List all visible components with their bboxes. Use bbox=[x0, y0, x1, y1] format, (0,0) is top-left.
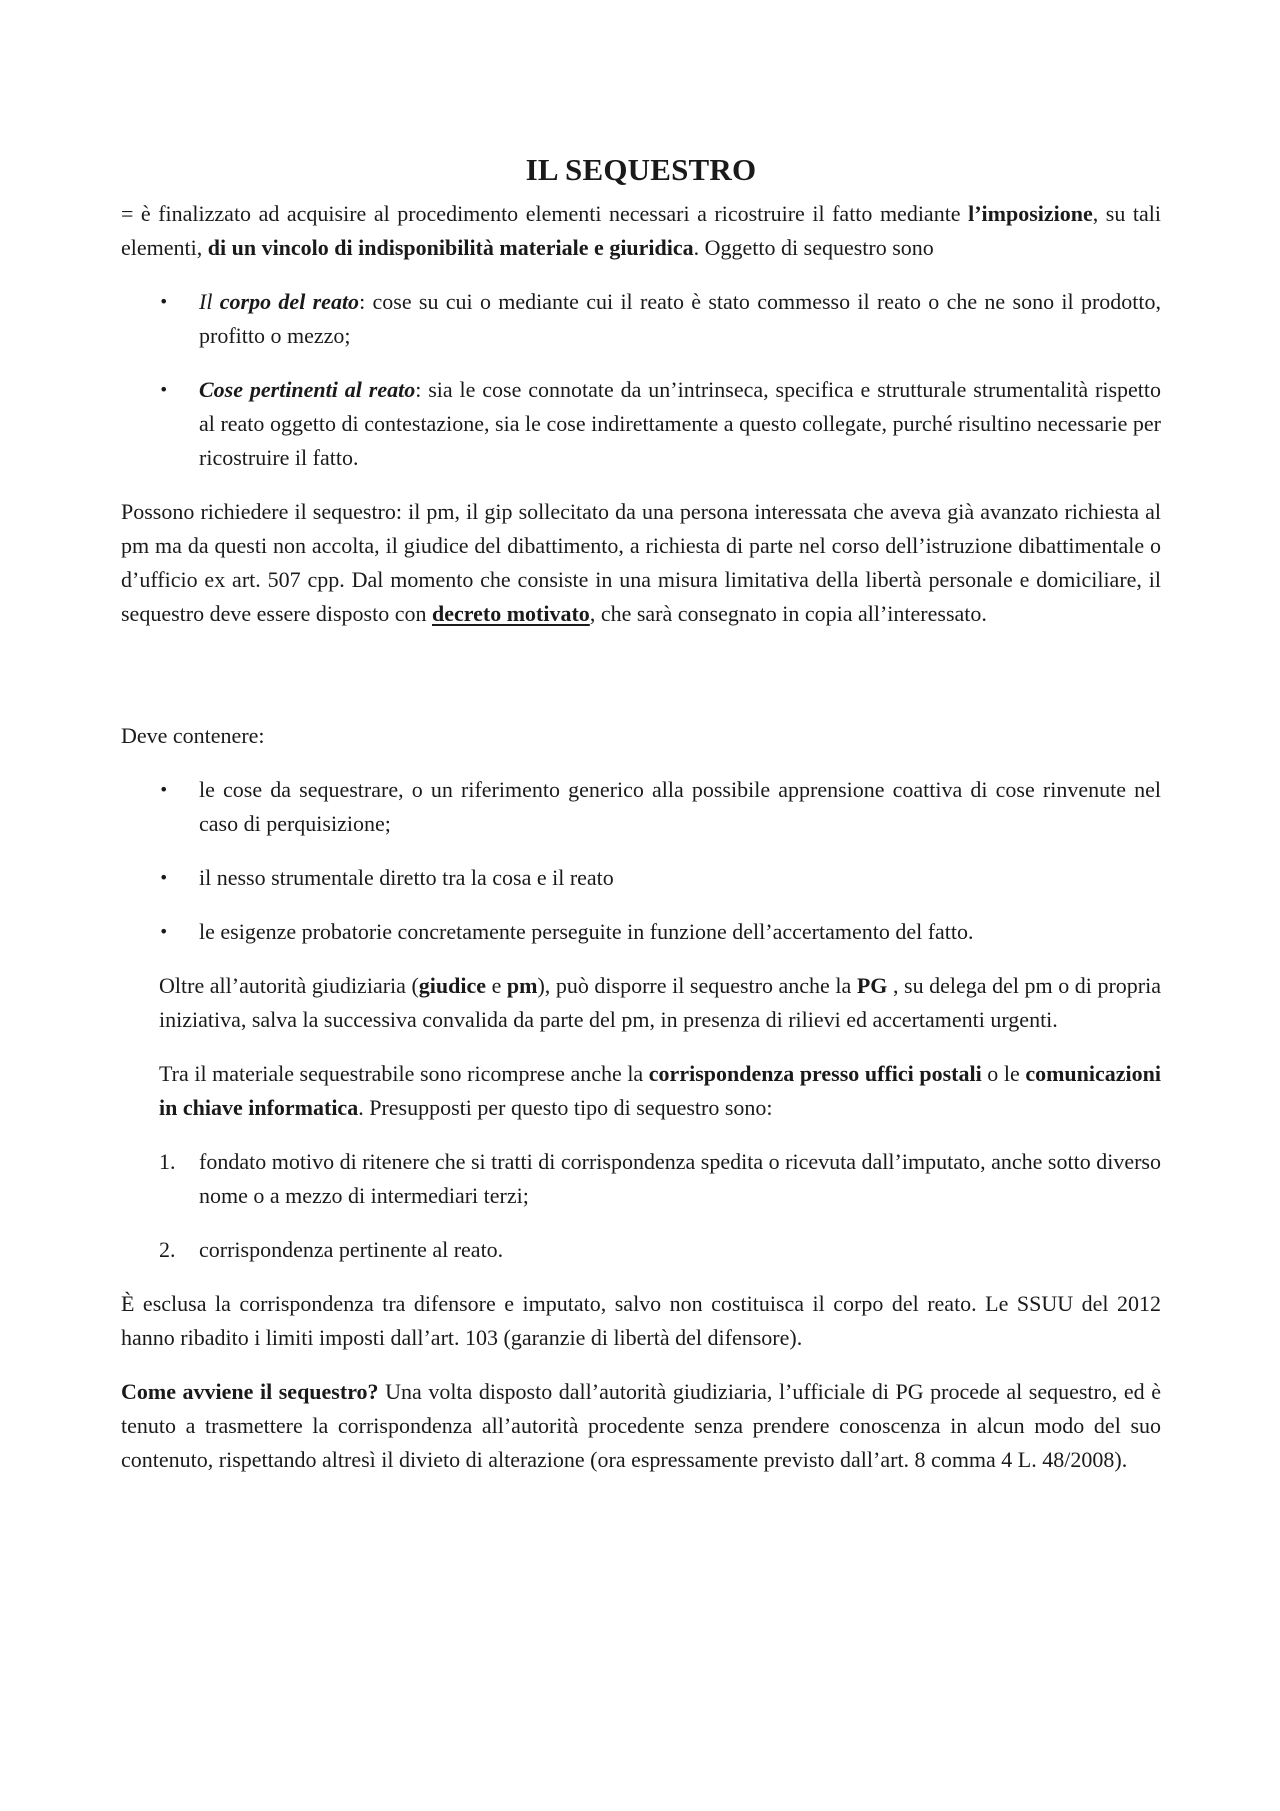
list-item: • le cose da sequestrare, o un riferimento generico alla possibile apprensione coattiva di cose rinvenute nel caso di perquisizione; bbox=[121, 773, 1161, 841]
list-item: • le esigenze probatorie concretamente perseguite in funzione dell’accertamento del fatto. bbox=[121, 915, 1161, 949]
number-marker: 2. bbox=[159, 1237, 176, 1262]
term-cose-pertinenti: Cose pertinenti al reato bbox=[199, 377, 416, 402]
requesters-paragraph: Possono richiedere il sequestro: il pm, il gip sollecitato da una persona interessata che aveva già avanzato richiesta al pm ma da questi non accolta, il giudice del dibattimento, a richiesta di parte nel corso dell’istruzione dibattimentale o d’ufficio ex art. 507 cpp. Dal momento che consiste in una misura limitativa della libertà personale e domiciliare, il sequestro deve essere disposto con decreto motivato, che sarà consegnato in copia all’interessato. bbox=[121, 499, 1161, 626]
bullet-marker: • bbox=[159, 292, 169, 311]
intro-paragraph: = è finalizzato ad acquisire al procedimento elementi necessari a ricostruire il fatto mediante l’imposizione, su tali elementi, di un vincolo di indisponibilità materiale e giuridica. Oggetto di sequestro sono bbox=[121, 201, 1161, 260]
contents-list bbox=[121, 773, 1161, 949]
list-item: • Il corpo del reato: cose su cui o mediante cui il reato è stato commesso il reato o che ne sono il prodotto, profitto o mezzo; bbox=[121, 285, 1161, 353]
document-page bbox=[121, 150, 1161, 1477]
exclusion-paragraph: È esclusa la corrispondenza tra difensore e imputato, salvo non costituisca il corpo del reato. Le SSUU del 2012 hanno ribadito i limiti imposti dall’art. 103 (garanzie di libertà del difensore). bbox=[121, 1291, 1161, 1350]
document-title: IL SEQUESTRO bbox=[525, 152, 757, 187]
list-item: 1. fondato motivo di ritenere che si tratti di corrispondenza spedita o ricevuta dall’imputato, anche sotto diverso nome o a mezzo di intermediari terzi; bbox=[121, 1145, 1161, 1213]
bullet-marker: • bbox=[159, 380, 169, 399]
intro-bold-2: di un vincolo di indisponibilità materiale e giuridica bbox=[207, 235, 694, 260]
list-item: • Cose pertinenti al reato: sia le cose connotate da un’intrinseca, specifica e strutturale strumentalità rispetto al reato oggetto di contestazione, sia le cose indirettamente a questo collegate, purché risultino necessarie per ricostruire il fatto. bbox=[121, 373, 1161, 475]
intro-bold-1: l’imposizione bbox=[968, 201, 1093, 226]
material-paragraph: Tra il materiale sequestrabile sono ricomprese anche la corrispondenza presso uffici postali o le comunicazioni in chiave informatica. Presupposti per questo tipo di sequestro sono: bbox=[159, 1061, 1161, 1120]
term-corpo-del-reato: corpo del reato bbox=[219, 289, 360, 314]
decreto-motivato-term: decreto motivato bbox=[431, 601, 590, 626]
contents-heading: Deve contenere: bbox=[121, 723, 265, 748]
procedure-question: Come avviene il sequestro? bbox=[121, 1379, 379, 1404]
bullet-marker: • bbox=[159, 922, 169, 941]
authority-paragraph: Oltre all’autorità giudiziaria (giudice e pm), può disporre il sequestro anche la PG , su delega del pm o di propria iniziativa, salva la successiva convalida da parte del pm, in presenza di rilievi ed accertamenti urgenti. bbox=[159, 973, 1161, 1032]
list-item: • il nesso strumentale diretto tra la cosa e il reato bbox=[121, 861, 1161, 895]
list-item: 2. corrispondenza pertinente al reato. bbox=[121, 1233, 1161, 1267]
procedure-paragraph: Come avviene il sequestro? Una volta disposto dall’autorità giudiziaria, l’ufficiale di PG procede al sequestro, ed è tenuto a trasmettere la corrispondenza all’autorità procedente senza prendere conoscenza in alcun modo del suo contenuto, rispettando altresì il divieto di alterazione (ora espressamente previsto dall’art. 8 comma 4 L. 48/2008). bbox=[121, 1379, 1161, 1472]
objects-list bbox=[121, 285, 1161, 475]
conditions-list bbox=[121, 1145, 1161, 1267]
bullet-marker: • bbox=[159, 780, 169, 799]
number-marker: 1. bbox=[159, 1149, 176, 1174]
bullet-marker: • bbox=[159, 868, 169, 887]
